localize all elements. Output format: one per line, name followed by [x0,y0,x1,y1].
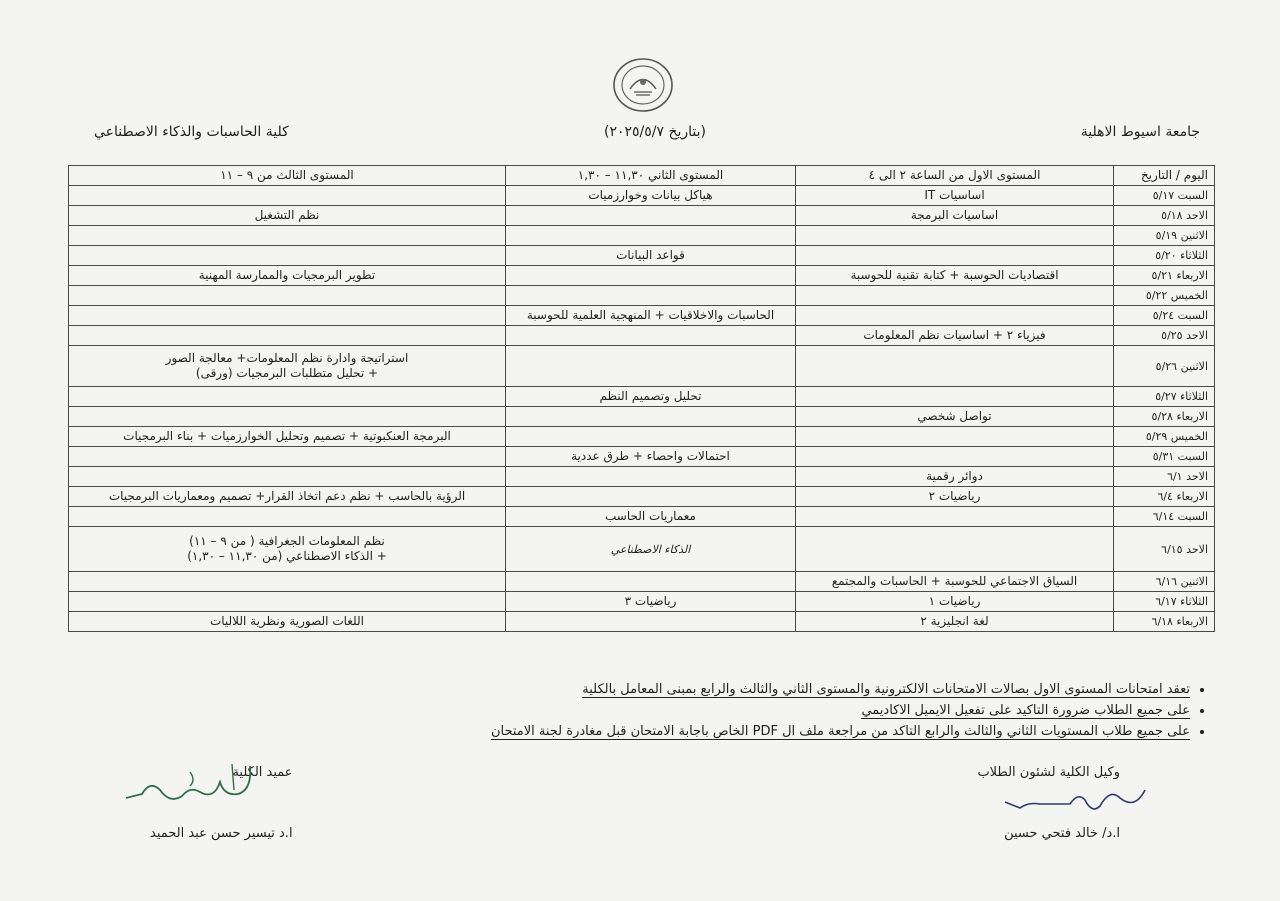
level1-cell: رياضيات ٢ [796,487,1114,507]
day-cell: الاربعاء ٥/٢١ [1114,266,1215,286]
level1-cell: اساسيات IT [796,186,1114,206]
level1-cell: تواصل شخصي [796,407,1114,427]
level3-cell [69,186,506,206]
level3-cell [69,387,506,407]
level1-cell: اقتصاديات الحوسبة + كتابة تقنية للحوسبة [796,266,1114,286]
level3-cell: تطوير البرمجيات والممارسة المهنية [69,266,506,286]
column-header-level1: المستوى الاول من الساعة ٢ الى ٤ [796,166,1114,186]
day-cell: الخميس ٥/٢٩ [1114,427,1215,447]
table-row [69,612,1215,632]
level2-cell: الذكاء الاصطناعي [506,527,796,572]
level3-cell [69,507,506,527]
level3-cell [69,527,506,572]
day-cell: الاحد ٦/١٥ [1114,527,1215,572]
level2-cell: هياكل بيانات وخوارزميات [506,186,796,206]
level2-cell [506,326,796,346]
level3-cell: اللغات الصورية ونظرية اللاليات [69,612,506,632]
day-cell: الثلاثاء ٥/٢٧ [1114,387,1215,407]
note-text: على جميع الطلاب ضرورة التاكيد على تفعيل الايميل الاكاديمي [861,703,1190,718]
level2-cell [506,572,796,592]
university-logo-icon [610,56,676,114]
level3-cell: نظم التشغيل [69,206,506,226]
level1-cell [796,427,1114,447]
table-row [69,447,1215,467]
table-row [69,507,1215,527]
level1-cell [796,346,1114,387]
level3-cell [69,407,506,427]
day-cell: السبت ٥/٢٤ [1114,306,1215,326]
day-cell: الاحد ٦/١ [1114,467,1215,487]
column-header-level3: المستوى الثالث من ٩ – ١١ [69,166,506,186]
level2-cell [506,427,796,447]
table-row [69,206,1215,226]
level1-cell [796,507,1114,527]
level2-cell: الحاسبات والاخلاقيات + المنهجية العلمية للحوسبة [506,306,796,326]
dean-name: ا.د تيسير حسن عبد الحميد [150,826,293,841]
dean-signature-icon [120,760,260,808]
table-row [69,427,1215,447]
level3-cell [69,226,506,246]
level3-cell: الرؤية بالحاسب + نظم دعم اتخاذ القرار+ تصميم ومعماريات البرمجيات [69,487,506,507]
column-header-level2: المستوى الثاني ١١,٣٠ – ١,٣٠ [506,166,796,186]
table-row [69,266,1215,286]
level1-cell [796,286,1114,306]
level3-cell [69,286,506,306]
level2-cell [506,206,796,226]
level2-cell: معماريات الحاسب [506,507,796,527]
level1-cell: دوائر رقمية [796,467,1114,487]
table-row [69,387,1215,407]
table-row [69,246,1215,266]
day-cell: الاثنين ٥/٢٦ [1114,346,1215,387]
day-cell: السبت ٥/٣١ [1114,447,1215,467]
level1-cell [796,447,1114,467]
level2-cell [506,346,796,387]
level3-cell: البرمجة العنكبوتية + تصميم وتحليل الخوارزميات + بناء البرمجيات [69,427,506,447]
level2-cell: رياضيات ٣ [506,592,796,612]
table-row [69,326,1215,346]
table-row [69,186,1215,206]
table-row [69,306,1215,326]
level3-cell [69,246,506,266]
level1-cell: فيزياء ٢ + اساسيات نظم المعلومات [796,326,1114,346]
note-text: تعقد امتحانات المستوى الاول بصالات الامتحانات الالكترونية والمستوى الثاني والثالث والرابع بمبنى المعامل بالكلية [582,682,1190,697]
dean-title: عميد الكلية [232,765,293,780]
day-cell: الاربعاء ٥/٢٨ [1114,407,1215,427]
table-row [69,592,1215,612]
day-cell: الاربعاء ٦/١٨ [1114,612,1215,632]
level3-cell [69,326,506,346]
level1-cell [796,246,1114,266]
level2-cell [506,286,796,306]
level1-cell: رياضيات ١ [796,592,1114,612]
day-cell: الثلاثاء ٦/١٧ [1114,592,1215,612]
day-cell: الاحد ٥/٢٥ [1114,326,1215,346]
level1-cell: السياق الاجتماعي للحوسبة + الحاسبات والمجتمع [796,572,1114,592]
level3-line-1: استراتيجة وادارة نظم المعلومات+ معالجة الصور [165,351,409,365]
level1-cell [796,306,1114,326]
day-cell: السبت ٥/١٧ [1114,186,1215,206]
level3-line-1: نظم المعلومات الجغرافية ( من ٩ – ١١) [189,534,385,548]
note-text: على جميع طلاب المستويات الثاني والثالث والرابع التاكد من مراجعة ملف ال PDF الخاص باجابة الامتحان قبل مغادرة لجنة الامتحان [490,724,1190,739]
level1-cell [796,387,1114,407]
table-row [69,346,1215,387]
vice-dean-signature-icon [1000,780,1150,820]
level2-cell: قواعد البيانات [506,246,796,266]
table-row [69,527,1215,572]
table-header-row [69,166,1215,186]
level2-cell: تحليل وتصميم النظم [506,387,796,407]
faculty-name: كلية الحاسبات والذكاء الاصطناعي [94,124,289,140]
level3-cell [69,447,506,467]
column-header-day: اليوم / التاريخ [1114,166,1215,186]
table-row [69,226,1215,246]
level3-cell [69,306,506,326]
level2-cell [506,407,796,427]
level2-cell [506,467,796,487]
day-cell: الاثنين ٦/١٦ [1114,572,1215,592]
day-cell: الثلاثاء ٥/٢٠ [1114,246,1215,266]
level1-cell [796,226,1114,246]
schedule-date: (بتاريخ ٢٠٢٥/٥/٧) [603,124,707,140]
notes-section [491,682,1208,745]
day-cell: الاحد ٥/١٨ [1114,206,1215,226]
level1-cell: اساسيات البرمجة [796,206,1114,226]
level2-cell [506,266,796,286]
level2-cell [506,226,796,246]
table-row [69,286,1215,306]
table-row [69,467,1215,487]
level3-cell [69,346,506,387]
note-item [491,703,1190,718]
university-name: جامعة اسيوط الاهلية [1080,124,1200,140]
level3-line-2: + تحليل متطلبات البرمجيات (ورقى) [195,366,379,380]
note-item [491,724,1190,739]
vice-dean-name: ا.د/ خالد فتحي حسين [1004,826,1120,841]
table-row [69,487,1215,507]
day-cell: الخميس ٥/٢٢ [1114,286,1215,306]
level1-cell [796,527,1114,572]
level3-line-2: + الذكاء الاصطناعي (من ١١,٣٠ – ١,٣٠) [187,549,387,563]
vice-dean-title: وكيل الكلية لشئون الطلاب [977,765,1120,780]
day-cell: الاثنين ٥/١٩ [1114,226,1215,246]
level2-cell: احتمالات واحصاء + طرق عددية [506,447,796,467]
table-row [69,407,1215,427]
level1-cell: لغة انجليزية ٢ [796,612,1114,632]
note-item [491,682,1190,697]
exam-schedule-table [68,165,1215,632]
level2-cell [506,612,796,632]
level3-cell [69,592,506,612]
day-cell: الاربعاء ٦/٤ [1114,487,1215,507]
level2-cell [506,487,796,507]
table-row [69,572,1215,592]
day-cell: السبت ٦/١٤ [1114,507,1215,527]
level3-cell [69,572,506,592]
level3-cell [69,467,506,487]
